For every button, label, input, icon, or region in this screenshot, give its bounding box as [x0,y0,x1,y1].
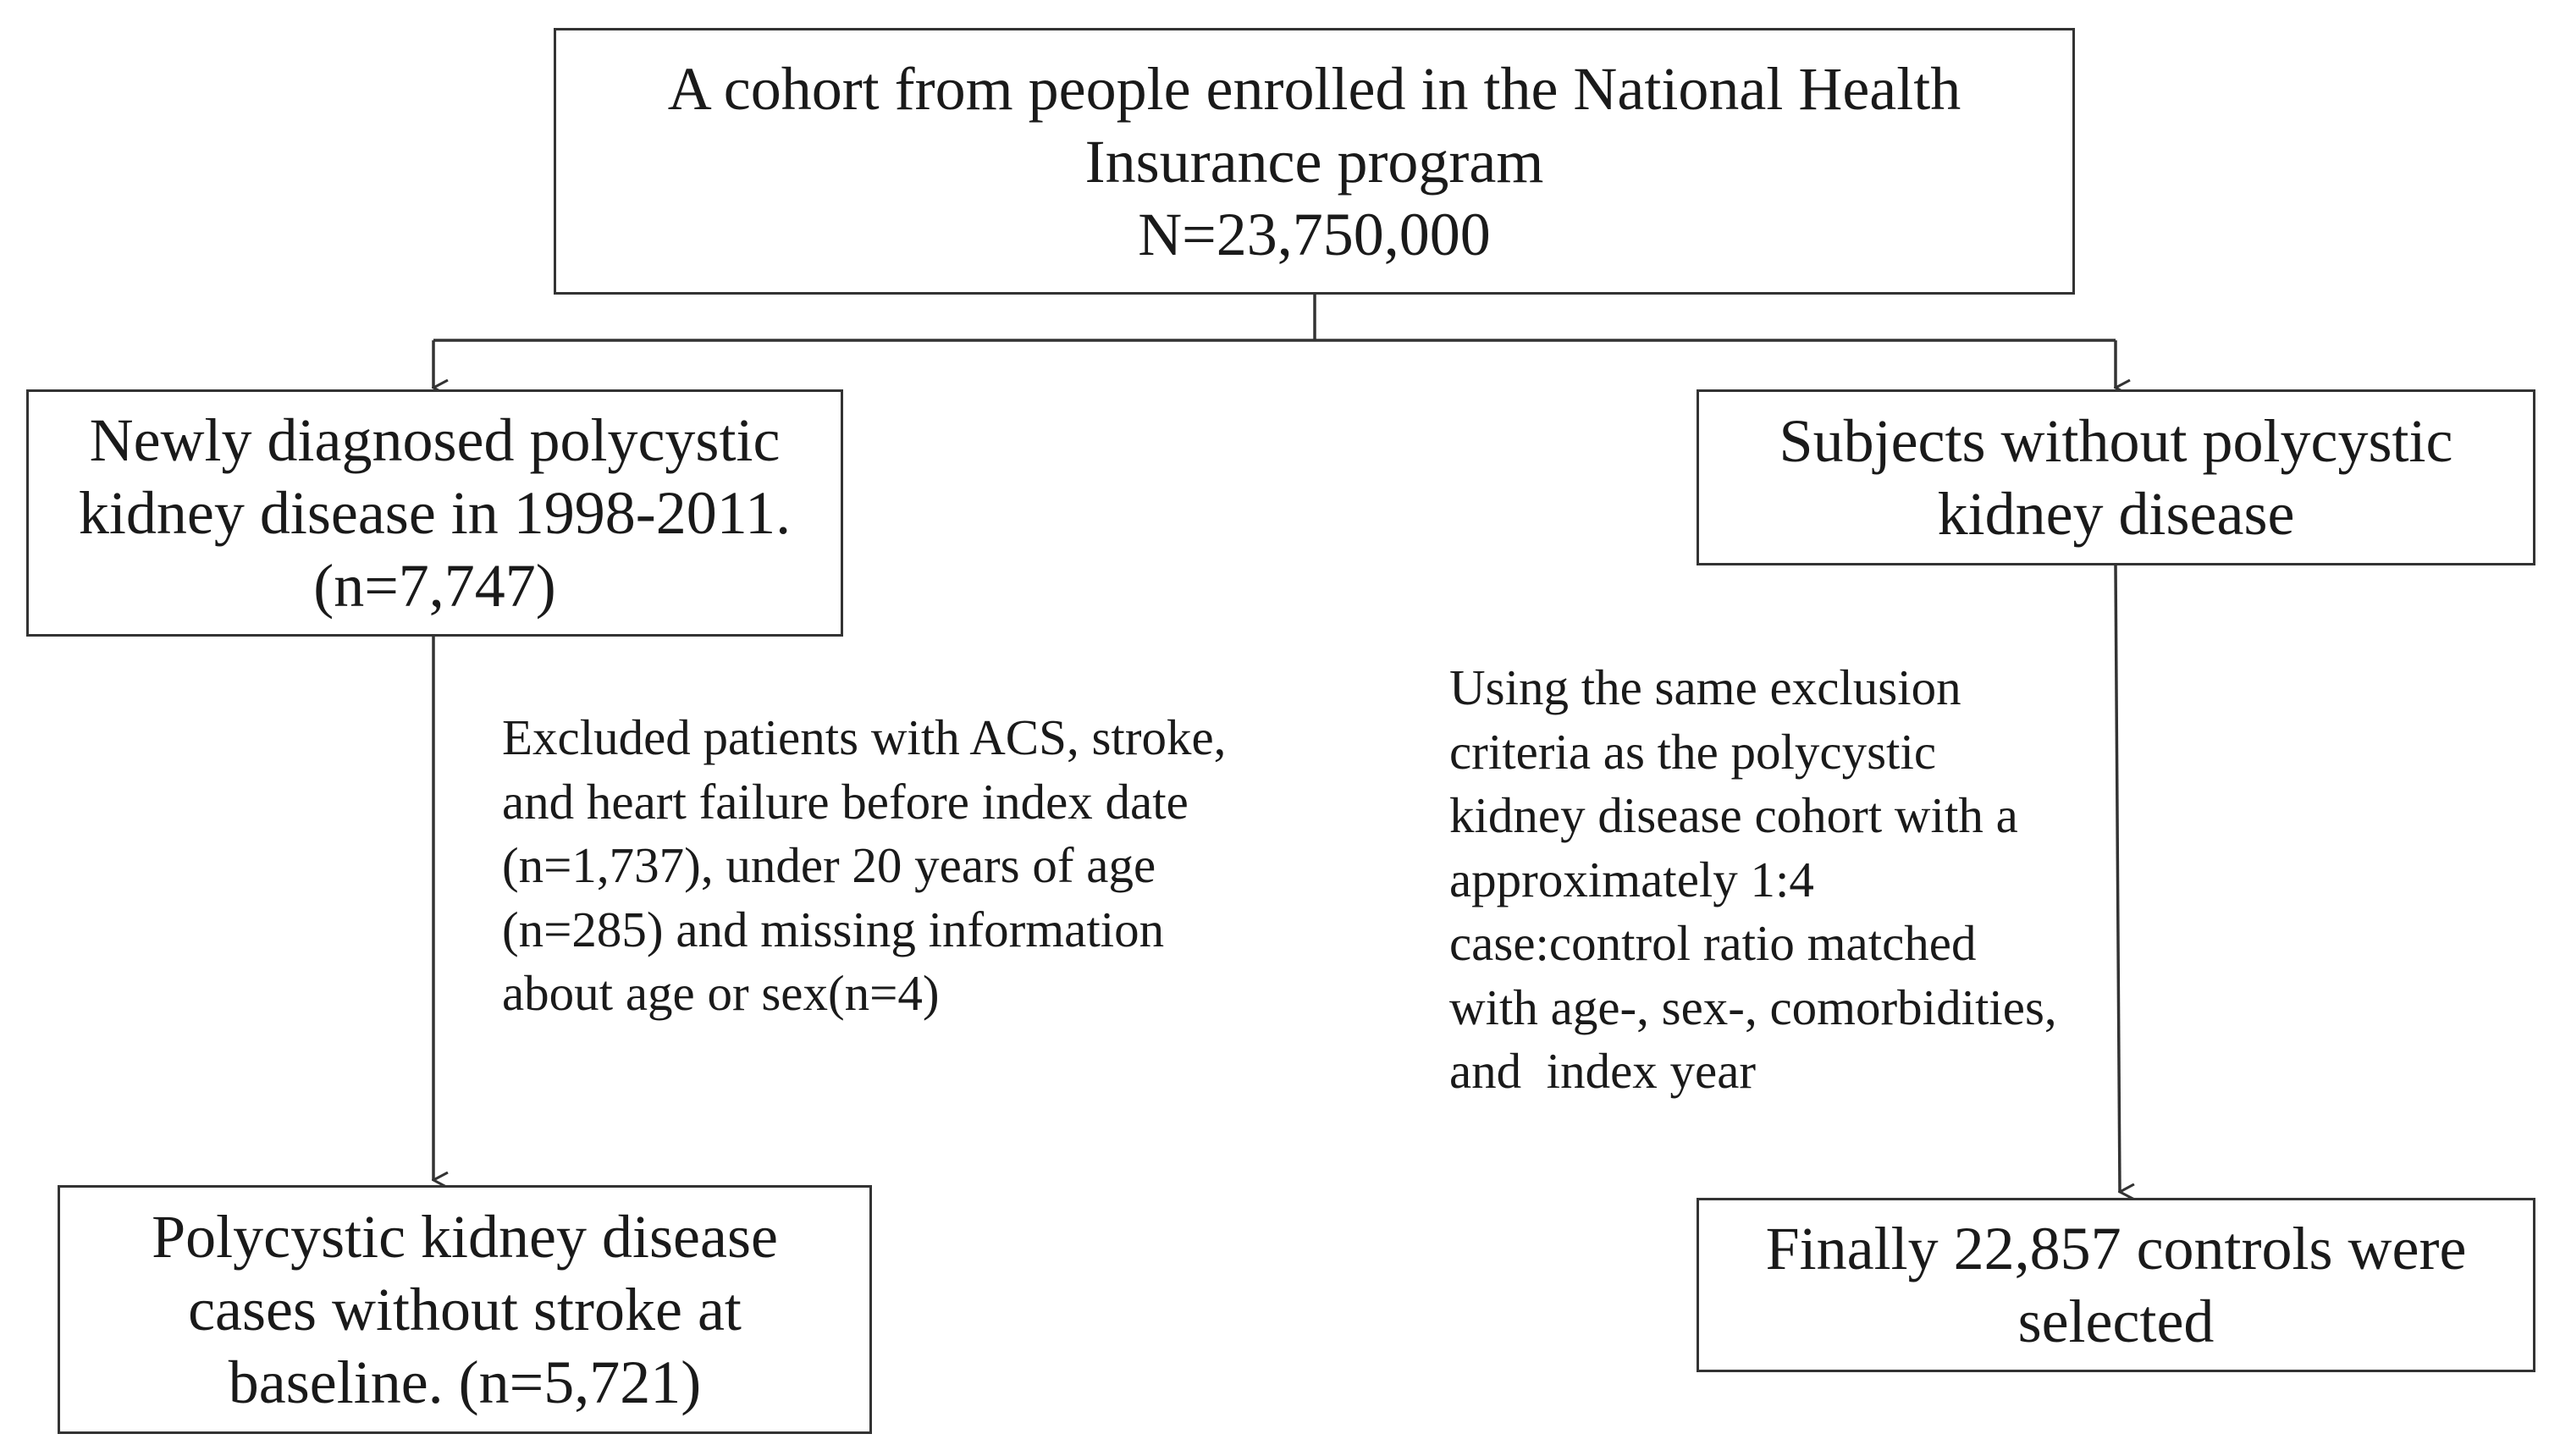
controls-final-line-2: selected [2017,1288,2215,1355]
controls-final-box [1697,1198,2535,1372]
pkd-new-line-3: (n=7,747) [313,552,556,620]
non-pkd-line-1: Subjects without polycystic [1779,407,2453,475]
cohort-box [554,28,2075,295]
pkd-final-box [58,1185,872,1434]
non-pkd-line-2: kidney disease [1937,480,2295,548]
pkd-final-line-3: baseline. (n=5,721) [228,1348,702,1416]
non-pkd-box [1697,389,2535,565]
controls-final-line-1: Finally 22,857 controls were [1765,1215,2467,1282]
exclusion-line-4: (n=285) and missing information [502,901,1165,957]
matching-line-3: kidney disease cohort with a [1449,787,2018,843]
exclusion-note [502,706,1226,1026]
cohort-line-3: N=23,750,000 [1138,200,1491,268]
matching-line-6: with age-, sex-, comorbidities, [1449,979,2057,1035]
pkd-new-line-2: kidney disease in 1998-2011. [78,479,792,547]
matching-line-1: Using the same exclusion [1449,659,1961,715]
matching-line-2: criteria as the polycystic [1449,723,1937,780]
pkd-final-line-2: cases without stroke at [188,1276,742,1343]
cohort-line-2: Insurance program [1084,127,1544,196]
matching-note [1449,656,2057,1104]
matching-line-5: case:control ratio matched [1449,915,1977,971]
matching-line-7: and index year [1449,1043,1757,1099]
edge-non-pkd-to-controls [2116,565,2120,1192]
pkd-final-line-1: Polycystic kidney disease [152,1203,778,1271]
exclusion-line-3: (n=1,737), under 20 years of age [502,837,1156,893]
exclusion-line-5: about age or sex(n=4) [502,965,940,1021]
cohort-line-1: A cohort from people enrolled in the National Health [667,54,1961,123]
pkd-new-box [26,389,843,637]
matching-line-4: approximately 1:4 [1449,851,1814,907]
pkd-new-line-1: Newly diagnosed polycystic [89,406,781,474]
exclusion-line-1: Excluded patients with ACS, stroke, [502,709,1227,765]
exclusion-line-2: and heart failure before index date [502,773,1189,830]
